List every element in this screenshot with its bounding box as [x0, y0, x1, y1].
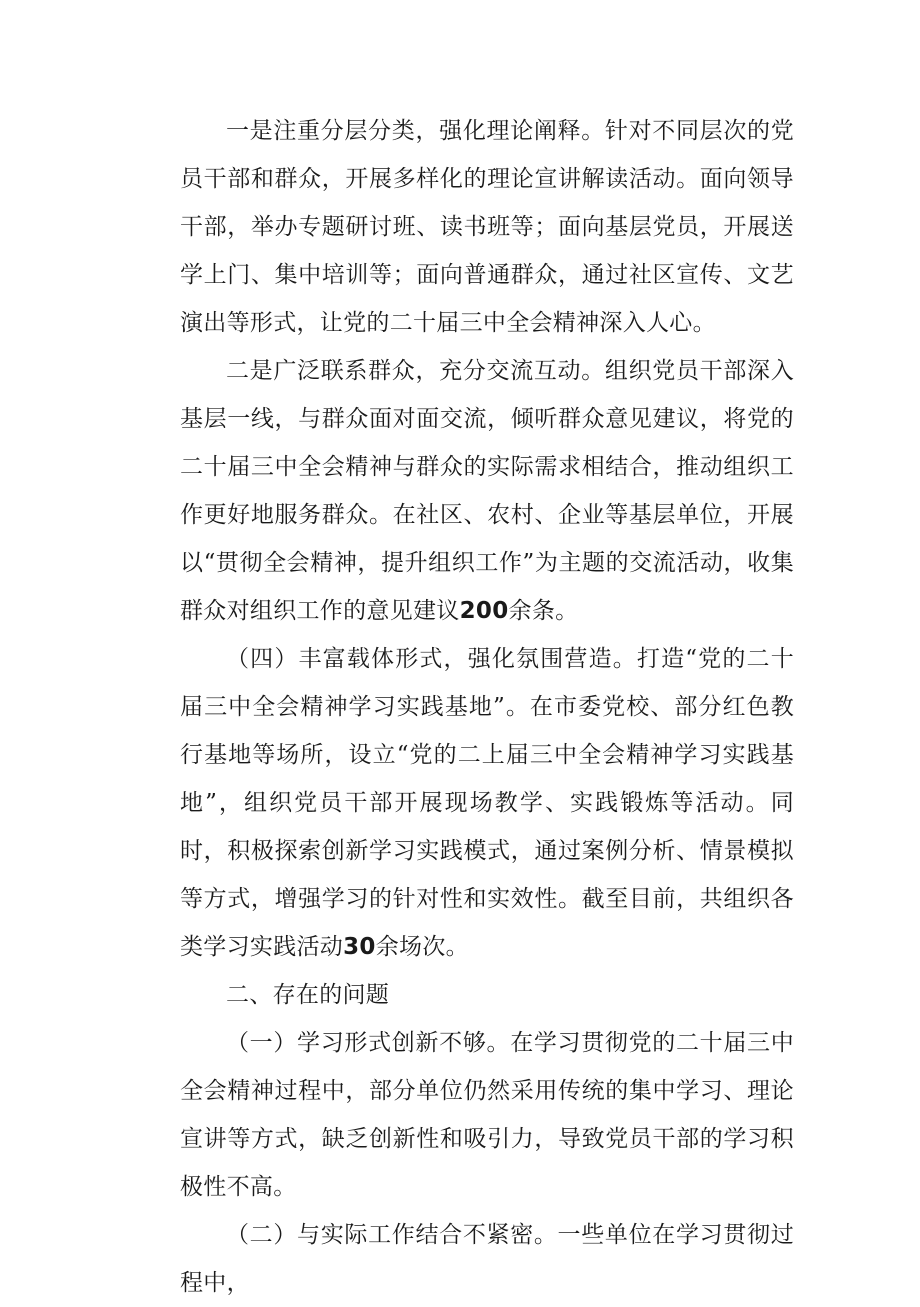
paragraph-problem-1 [180, 1019, 794, 1211]
paragraph-enrich-carriers [180, 635, 794, 971]
paragraph-contact-masses [180, 347, 794, 635]
section-heading-problems [180, 971, 794, 1019]
paragraph-text: 二是广泛联系群众，充分交流互动。组织党员干部深入基层一线，与群众面对面交流，倾听群众意见建议，将党的二十届三中全会精神与群众的实际需求相结合，推动组织工作更好地服务群众。在社区、农村、企业等基层单位，开展以“贯彻全会精神，提升组织工作”为主题的交流活动，收集群众对组织工作的意见建议 [180, 358, 794, 624]
suggestion-count: 200 [459, 598, 509, 624]
paragraph-layered-classification [180, 107, 794, 347]
paragraph-text-tail: 余条。 [508, 598, 579, 624]
paragraph-text: （二）与实际工作结合不紧密。一些单位在学习贯彻过程中， [180, 1222, 794, 1296]
activity-count: 30 [343, 934, 376, 960]
paragraph-text: （四）丰富载体形式，强化氛围营造。打造“党的二十届三中全会精神学习实践基地”。在市委党校、部分红色教行基地等场所，设立“党的二上届三中全会精神学习实践基地”，组织党员干部开展现场教学、实践锻炼等活动。同时，积极探索创新学习实践模式，通过案例分析、情景模拟等方式，增强学习的针对性和实效性。截至目前，共组织各类学习实践活动 [180, 646, 794, 960]
document-body [180, 107, 794, 1307]
section-heading-text: 二、存在的问题 [226, 982, 390, 1008]
paragraph-text: 一是注重分层分类，强化理论阐释。针对不同层次的党员干部和群众，开展多样化的理论宣讲解读活动。面向领导干部，举办专题研讨班、读书班等；面向基层党员，开展送学上门、集中培训等；面向普通群众，通过社区宣传、文艺演出等形式，让党的二十届三中全会精神深入人心。 [180, 118, 794, 336]
paragraph-problem-2 [180, 1211, 794, 1307]
paragraph-text: （一）学习形式创新不够。在学习贯彻党的二十届三中全会精神过程中，部分单位仍然采用传统的集中学习、理论宣讲等方式，缺乏创新性和吸引力，导致党员干部的学习积极性不高。 [180, 1030, 794, 1200]
paragraph-text-tail: 余场次。 [375, 934, 469, 960]
